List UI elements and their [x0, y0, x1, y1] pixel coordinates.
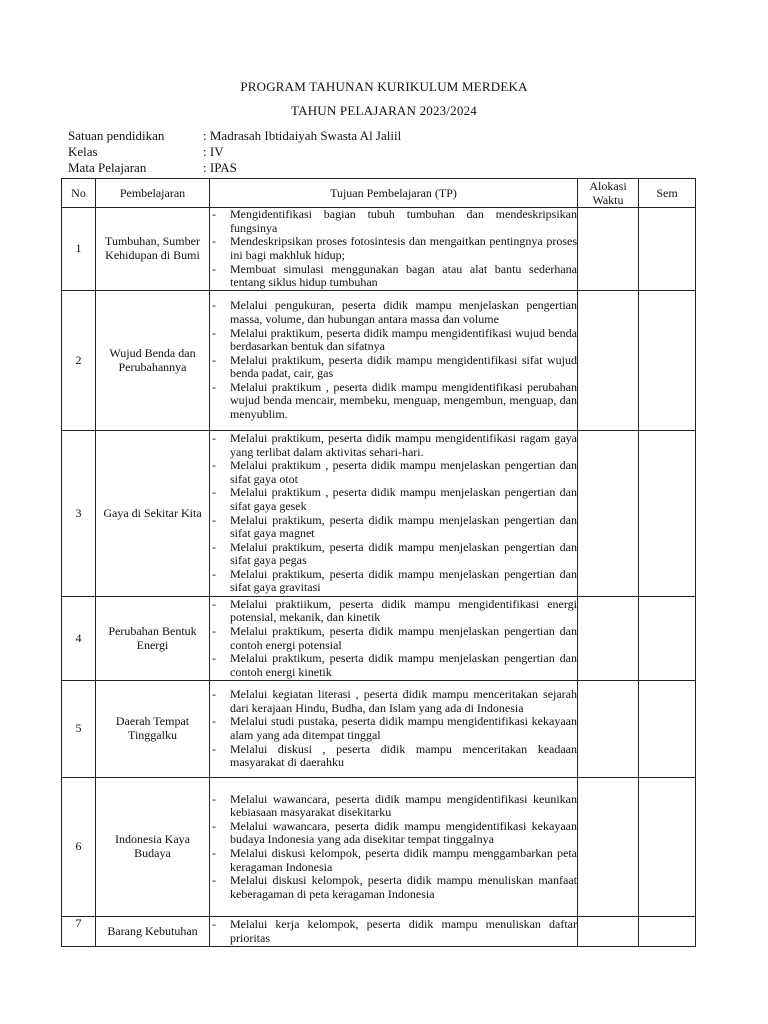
tp-text: Melalui wawancara, peserta didik mampu mengidentifikasi keunikan kebiasaan masyarakat disekitarku [230, 791, 577, 820]
dash-marker: - [212, 714, 216, 729]
tp-text: Melalui studi pustaka, peserta didik mampu mengidentifikasi kekayaan alam yang ada ditempat tinggal [230, 714, 577, 742]
row-sem-cell [639, 597, 696, 681]
dash-marker: - [212, 818, 216, 833]
meta-value: : IPAS [203, 160, 237, 175]
tp-text: Melalui praktikum, peserta didik mampu menjelaskan pengertian dan contoh energi potensial [230, 623, 577, 652]
program-table [61, 178, 696, 947]
document-subtitle: TAHUN PELAJARAN 2023/2024 [291, 103, 477, 118]
row-topic: Indonesia Kaya Budaya [96, 778, 210, 917]
tp-item [210, 235, 577, 262]
tp-item [210, 820, 577, 847]
row-topic: Daerah Tempat Tinggalku [96, 681, 210, 778]
meta-row-kelas [68, 144, 401, 160]
tp-item [210, 625, 577, 652]
tp-text: Membuat simulasi menggunakan bagan atau alat bantu sederhana tentang siklus hidup tumbuhan [230, 261, 577, 290]
meta-label: Satuan pendidikan [68, 128, 165, 143]
dash-marker: - [212, 430, 216, 445]
tp-item [210, 354, 577, 381]
header-pembelajaran: Pembelajaran [96, 179, 210, 208]
tp-item [210, 432, 577, 459]
dash-marker: - [212, 846, 216, 860]
dash-marker: - [212, 325, 216, 340]
dash-marker: - [212, 623, 216, 638]
table-row [62, 681, 696, 778]
table-row [62, 431, 696, 597]
row-topic: Gaya di Sekitar Kita [96, 431, 210, 597]
row-topic: Wujud Benda dan Perubahannya [96, 291, 210, 431]
table-row [62, 917, 696, 947]
dash-marker: - [212, 596, 216, 611]
row-sem-cell [639, 431, 696, 597]
tp-text: Melalui praktikum, peserta didik mampu menjelaskan pengertian dan sifat gaya pegas [230, 539, 577, 568]
header-alokasi-waktu: Alokasi Waktu [578, 179, 639, 208]
row-alokasi-cell [578, 291, 639, 431]
row-tp [210, 681, 578, 778]
dash-marker: - [212, 916, 216, 931]
tp-item [210, 793, 577, 820]
dash-marker: - [212, 512, 216, 527]
row-sem-cell [639, 291, 696, 431]
tp-text: Melalui praktikum , peserta didik mampu menjelaskan pengertian dan sifat gaya gesek [230, 485, 577, 513]
tp-item [210, 208, 577, 235]
tp-text: Melalui pengukuran, peserta didik mampu menjelaskan pengertian massa, volume, dan hubungan antara massa dan volume [230, 298, 577, 326]
meta-label: Mata Pelajaran [68, 160, 147, 175]
row-tp [210, 778, 578, 917]
row-topic: Barang Kebutuhan [96, 917, 210, 947]
tp-item [210, 598, 577, 625]
dash-marker: - [212, 352, 216, 367]
row-alokasi-cell [578, 778, 639, 917]
tp-item [210, 918, 577, 945]
row-sem-cell [639, 681, 696, 778]
table-row [62, 778, 696, 917]
meta-row-satuan [68, 128, 401, 144]
dash-marker: - [212, 298, 216, 313]
tp-item [210, 299, 577, 326]
tp-text: Melalui wawancara, peserta didik mampu mengidentifikasi kekayaan budaya Indonesia yang ada disekitar tempat tinggalnya [230, 818, 577, 847]
tp-item [210, 715, 577, 742]
meta-row-mapel [68, 160, 401, 176]
dash-marker: - [212, 485, 216, 500]
row-sem-cell [639, 917, 696, 947]
tp-item [210, 381, 577, 422]
row-topic: Tumbuhan, Sumber Kehidupan di Bumi [96, 208, 210, 291]
dash-marker: - [212, 539, 216, 554]
meta-value: : Madrasah Ibtidaiyah Swasta Al Jaliil [203, 128, 402, 143]
tp-item [210, 847, 577, 874]
row-sem-cell [639, 778, 696, 917]
tp-text: Melalui praktikum, peserta didik mampu mengidentifikasi wujud benda berdasarkan bentuk dan sifatnya [230, 325, 577, 354]
meta-value: : IV [203, 144, 224, 159]
row-no: 4 [62, 597, 96, 681]
tp-item [210, 874, 577, 901]
row-no: 3 [62, 431, 96, 597]
table-row [62, 291, 696, 431]
tp-text: Melalui diskusi kelompok, peserta didik mampu menggambarkan peta keragaman Indonesia [230, 846, 577, 874]
dash-marker: - [212, 651, 216, 666]
document-title: PROGRAM TAHUNAN KURIKULUM MERDEKA [240, 79, 528, 94]
meta-label: Kelas [68, 144, 98, 159]
dash-marker: - [212, 234, 216, 249]
table-row [62, 597, 696, 681]
tp-text: Melalui kegiatan literasi , peserta didik mampu menceritakan sejarah dari kerajaan Hindu, Budha, dan Islam yang ada di Indonesia [230, 687, 577, 715]
tp-text: Melalui praktikum, peserta didik mampu menjelaskan pengertian dan contoh energi kinetik [230, 651, 577, 679]
tp-text: Mengidentifikasi bagian tubuh tumbuhan dan mendeskripsikan fungsinya [230, 207, 577, 235]
row-tp [210, 208, 578, 291]
tp-text: Melalui praktikum, peserta didik mampu mengidentifikasi sifat wujud benda padat, cair, gas [230, 352, 577, 381]
tp-text: Melalui diskusi , peserta didik mampu menceritakan keadaan masyarakat di daerahku [230, 741, 577, 770]
dash-marker: - [212, 207, 216, 222]
row-tp [210, 597, 578, 681]
tp-text: Melalui praktikum , peserta didik mampu menjelaskan pengertian dan sifat gaya otot [230, 458, 577, 486]
dash-marker: - [212, 379, 216, 394]
row-no: 2 [62, 291, 96, 431]
row-sem-cell [639, 208, 696, 291]
tp-text: Melalui praktiikum, peserta didik mampu mengidentifikasi energi potensial, mekanik, dan kinetik [230, 596, 577, 625]
row-alokasi-cell [578, 208, 639, 291]
row-tp [210, 431, 578, 597]
tp-text: Melalui praktikum, peserta didik mampu mengidentifikasi ragam gaya yang terlibat dalam aktivitas sehari-hari. [230, 430, 577, 459]
row-tp [210, 291, 578, 431]
header-no: No [62, 179, 96, 208]
table-row [62, 208, 696, 291]
header-tujuan: Tujuan Pembelajaran (TP) [210, 179, 578, 208]
row-no: 6 [62, 778, 96, 917]
tp-item [210, 459, 577, 486]
row-tp [210, 917, 578, 947]
tp-text: Melalui diskusi kelompok, peserta didik mampu menuliskan manfaat keberagaman di peta keragaman Indonesia [230, 873, 577, 901]
dash-marker: - [212, 791, 216, 806]
tp-text: Melalui praktikum, peserta didik mampu menjelaskan pengertian dan sifat gaya gravitasi [230, 566, 577, 595]
tp-item [210, 327, 577, 354]
tp-text: Melalui praktikum, peserta didik mampu menjelaskan pengertian dan sifat gaya magnet [230, 512, 577, 541]
document-meta [68, 128, 401, 176]
dash-marker: - [212, 741, 216, 756]
row-alokasi-cell [578, 597, 639, 681]
tp-item [210, 486, 577, 513]
tp-item [210, 263, 577, 290]
dash-marker: - [212, 458, 216, 473]
dash-marker: - [212, 566, 216, 581]
tp-item [210, 568, 577, 595]
dash-marker: - [212, 873, 216, 888]
table-header-row [62, 179, 696, 208]
tp-text: Melalui kerja kelompok, peserta didik mampu menuliskan daftar prioritas [230, 916, 577, 945]
row-topic: Perubahan Bentuk Energi [96, 597, 210, 681]
row-alokasi-cell [578, 431, 639, 597]
dash-marker: - [212, 687, 216, 702]
tp-text: Mendeskripsikan proses fotosintesis dan mengaitkan pentingnya proses ini bagi makhluk hidup; [230, 234, 577, 262]
tp-item [210, 541, 577, 568]
row-alokasi-cell [578, 681, 639, 778]
row-no: 1 [62, 208, 96, 291]
header-sem: Sem [639, 179, 696, 208]
row-alokasi-cell [578, 917, 639, 947]
tp-item [210, 514, 577, 541]
tp-item [210, 688, 577, 715]
tp-item [210, 652, 577, 679]
tp-item [210, 743, 577, 770]
dash-marker: - [212, 261, 216, 276]
tp-text: Melalui praktikum , peserta didik mampu mengidentifikasi perubahan wujud benda mencair, membeku, menguap, mengembun, menguap, dan menyublim. [230, 379, 577, 422]
row-no: 5 [62, 681, 96, 778]
row-no: 7 [62, 917, 96, 947]
